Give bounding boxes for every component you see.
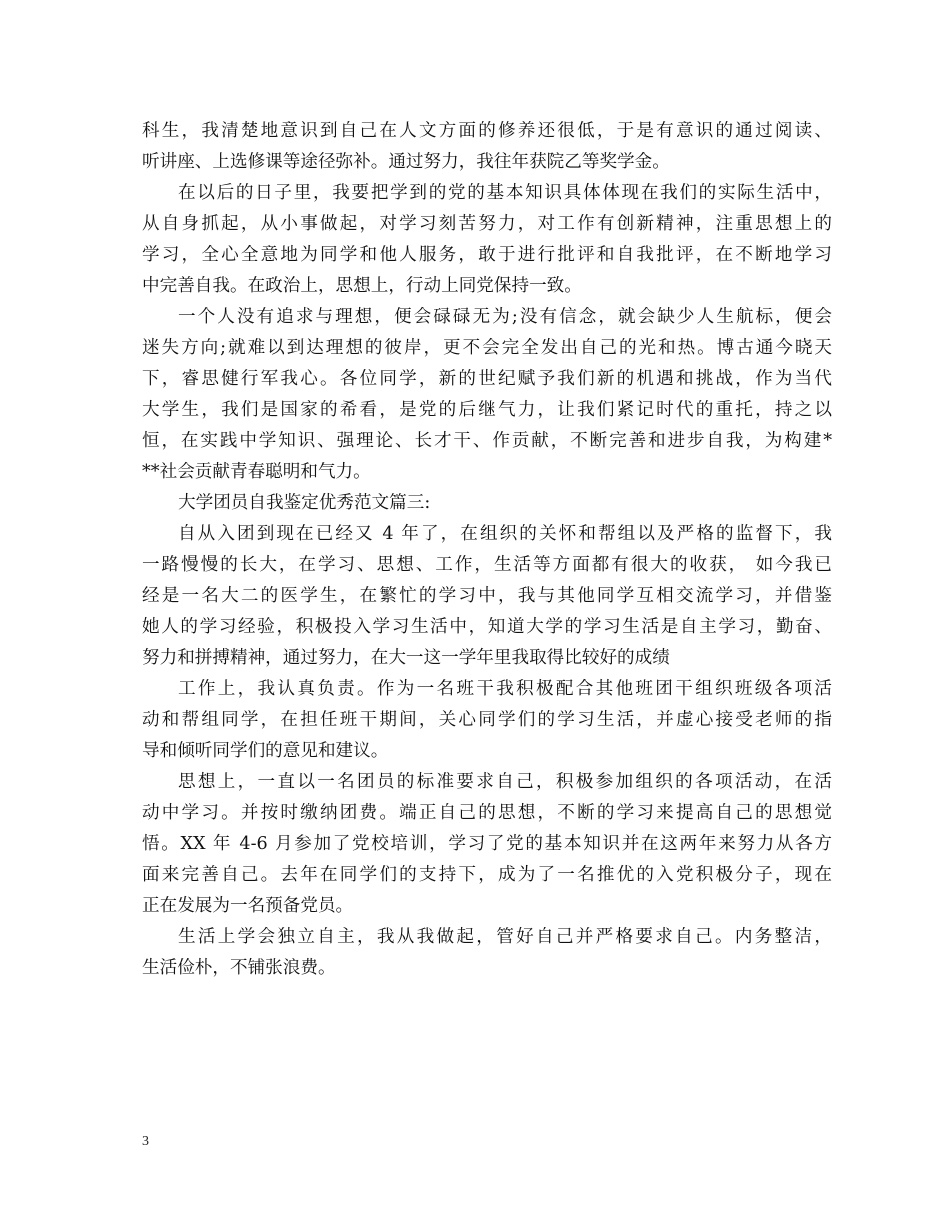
text-line: 大学生，我们是国家的希看，是党的后继气力，让我们紧记时代的重托，持之以 [142,400,832,420]
text-line: 下，睿思健行军我心。各位同学，新的世纪赋予我们新的机遇和挑战，作为当代 [142,369,832,389]
page-number: 3 [142,1134,149,1149]
paragraph-first-line: 生活上学会独立自主，我从我做起，管好自己并严格要求自己。内务整洁， [178,927,832,947]
text-line: 科生，我清楚地意识到自己在人文方面的修养还很低，于是有意识的通过阅读、 [142,121,832,141]
paragraph-first-line: 大学团员自我鉴定优秀范文篇三: [178,493,431,513]
text-line: 恒，在实践中学知识、强理论、长才干、作贡献，不断完善和进步自我，为构建* [142,431,832,451]
text-line: 中完善自我。在政治上，思想上，行动上同党保持一致。 [142,276,582,296]
text-line: 从自身抓起，从小事做起，对学习刻苦努力，对工作有创新精神，注重思想上的 [142,214,832,234]
text-line: 动和帮组同学，在担任班干期间，关心同学们的学习生活，并虚心接受老师的指 [142,710,832,730]
paragraph-first-line: 在以后的日子里，我要把学到的党的基本知识具体体现在我们的实际生活中， [178,183,832,203]
paragraph-first-line: 一个人没有追求与理想，便会碌碌无为;没有信念，就会缺少人生航标，便会 [178,307,832,327]
text-line: 努力和拼搏精神，通过努力，在大一这一学年里我取得比较好的成绩 [142,648,670,668]
text-line: 迷失方向;就难以到达理想的彼岸，更不会完全发出自己的光和热。博古通今晓天 [142,338,832,358]
text-line: 面来完善自己。去年在同学们的支持下，成为了一名推优的入党积极分子，现在 [142,865,832,885]
text-line: 她人的学习经验，积极投入学习生活中，知道大学的学习生活是自主学习，勤奋、 [142,617,832,637]
text-line: 动中学习。并按时缴纳团费。端正自己的思想，不断的学习来提高自己的思想觉 [142,803,832,823]
text-line: 经是一名大二的医学生，在繁忙的学习中，我与其他同学互相交流学习，并借鉴 [142,586,832,606]
text-line: 导和倾听同学们的意见和建议。 [142,741,389,761]
text-line: 生活俭朴，不铺张浪费。 [142,958,336,978]
text-line: 一路慢慢的长大，在学习、思想、工作，生活等方面都有很大的收获， 如今我已 [142,555,832,575]
document-body [142,116,832,984]
text-line: 学习，全心全意地为同学和他人服务，敢于进行批评和自我批评，在不断地学习 [142,245,832,265]
paragraph-first-line: 思想上，一直以一名团员的标准要求自己，积极参加组织的各项活动，在活 [178,772,832,792]
paragraph-first-line: 工作上，我认真负责。作为一名班干我积极配合其他班团干组织班级各项活 [178,679,832,699]
text-line: **社会贡献青春聪明和气力。 [142,462,371,482]
paragraph-first-line: 自从入团到现在已经又 4 年了，在组织的关怀和帮组以及严格的监督下，我 [178,524,832,544]
text-line: 听讲座、上选修课等途径弥补。通过努力，我往年获院乙等奖学金。 [142,152,670,172]
text-line: 正在发展为一名预备党员。 [142,896,354,916]
text-line: 悟。XX 年 4-6 月参加了党校培训，学习了党的基本知识并在这两年来努力从各方 [142,834,832,854]
